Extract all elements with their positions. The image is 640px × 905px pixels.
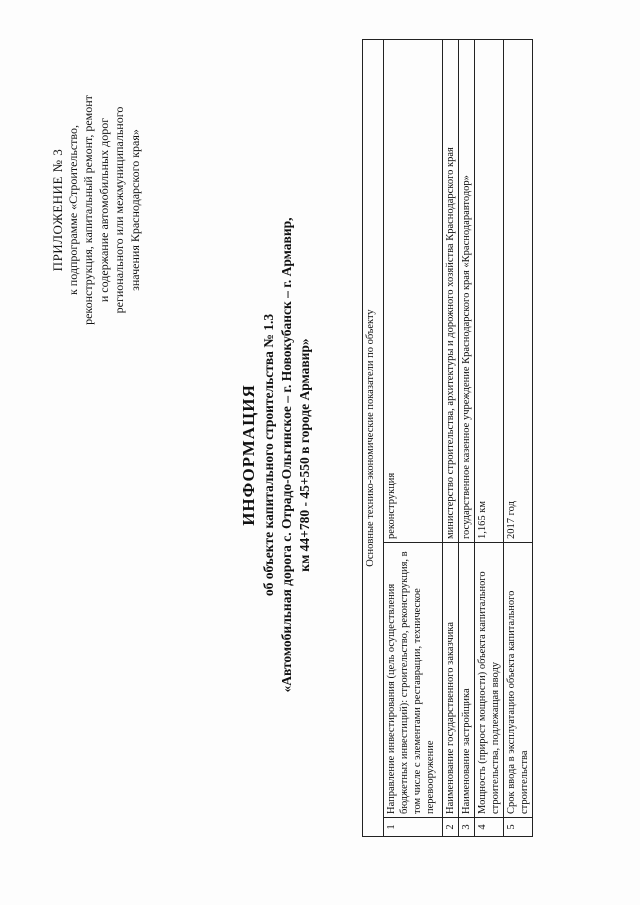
row-label: Мощность (прирост мощности) объекта капитального строительства, подлежащая вводу: [475, 543, 504, 818]
table-row: [384, 40, 443, 837]
document-subtitle: об объекте капитального строительства № 1.3: [261, 313, 276, 597]
row-label: Направление инвестирования (цель осуществления бюджетных инвестиций): строительство, реконструкция, в том числе с элементами реставрации, техническое перевооружение: [384, 543, 443, 818]
indicators-table: [362, 39, 533, 837]
table-row: [475, 40, 504, 837]
table-row: [504, 40, 533, 837]
row-value: реконструкция: [384, 40, 443, 543]
row-number: 2: [443, 818, 459, 837]
appendix-block: [50, 75, 143, 345]
document-title: ИНФОРМАЦИЯ: [239, 384, 258, 526]
table-caption: Основные технико-экономические показатели по объекту: [363, 40, 384, 837]
appendix-line: и содержание автомобильных дорог: [96, 117, 111, 303]
document-heading: [238, 125, 314, 785]
row-number: 3: [459, 818, 475, 837]
object-name-line1: «Автомобильная дорога с. Отрадо-Ольгинское – г. Новокубанск – г. Армавир,: [279, 217, 294, 693]
table-row: [459, 40, 475, 837]
row-label: Срок ввода в эксплуатацию объекта капитального строительства: [504, 543, 533, 818]
row-label: Наименование государственного заказчика: [443, 543, 459, 818]
row-value: государственное казенное учреждение Краснодарского края «Краснодаравтодор»: [459, 40, 475, 543]
row-number: 4: [475, 818, 504, 837]
appendix-line: реконструкция, капитальный ремонт, ремонт: [81, 95, 95, 325]
row-number: 1: [384, 818, 443, 837]
appendix-line: регионального или межмуниципального: [112, 106, 126, 314]
object-name-line2: км 44+780 - 45+550 в городе Армавир»: [297, 338, 312, 572]
appendix-line: значения Краснодарского края»: [127, 129, 142, 291]
row-value: министерство строительства, архитектуры и дорожного хозяйства Краснодарского края: [443, 40, 459, 543]
row-value: 2017 год: [504, 40, 533, 543]
table-row: [443, 40, 459, 837]
appendix-line: к подпрограмме «Строительство,: [65, 124, 80, 296]
appendix-title: ПРИЛОЖЕНИЕ № 3: [50, 148, 65, 272]
row-number: 5: [504, 818, 533, 837]
row-label: Наименование застройщика: [459, 543, 475, 818]
row-value: 1,165 км: [475, 40, 504, 543]
